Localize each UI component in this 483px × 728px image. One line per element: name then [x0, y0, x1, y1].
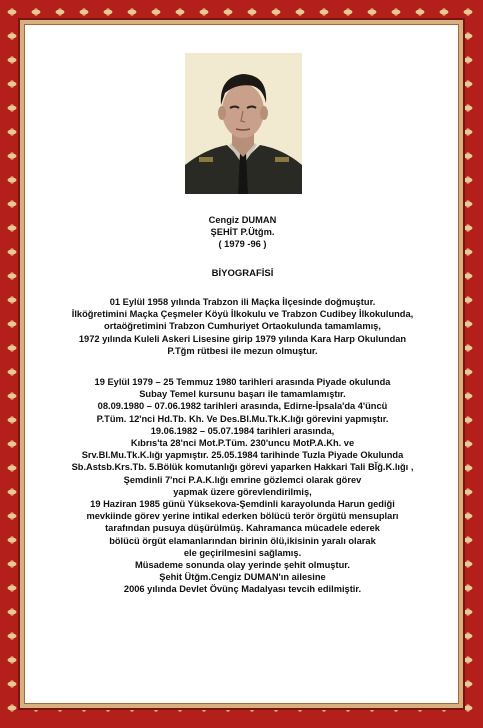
bio-line: Şemdinli 7'nci P.A.K.lığı emrine gözlemci olarak görev — [123, 474, 362, 485]
bio-line: 08.09.1980 – 07.06.1982 tarihleri arasında, Edirne-İpsala'da 4'üncü — [97, 401, 388, 412]
biography-title — [25, 268, 460, 280]
person-rank: ŞEHİT P.Ütğm. — [210, 227, 275, 238]
biography-paragraph-1 — [25, 296, 460, 357]
bio-line: tarafından pusuya düşürülmüş. Kahramanca mücadele ederek — [105, 523, 380, 534]
bio-line: 19 Eylül 1979 – 25 Temmuz 1980 tarihleri arasında Piyade okulunda — [94, 377, 391, 387]
bio-line: İlköğretimini Maçka Çeşmeler Köyü İlkokulu ve Trabzon Cudibey İlkokulunda, — [71, 309, 414, 320]
person-header — [25, 214, 460, 251]
bio-line: yapmak üzere görevlendirilmiş, — [173, 486, 312, 497]
bio-line: 19.06.1982 – 05.07.1984 tarihleri arasında, — [150, 425, 335, 436]
bio-line: mevkiinde görev yerine intikal ederken bölücü terör örgütü mensupları — [86, 511, 399, 522]
bio-line: Sb.Astsb.Krs.Tb. 5.Bölük komutanlığı görevi yaparken Hakkari Tali Bl̆ğ.K.lığı , — [71, 462, 414, 473]
bio-line: bölücü örgüt elamanlarından birinin ölü,ikisinin yaralı olarak — [109, 535, 376, 546]
bio-line: 19 Haziran 1985 günü Yüksekova-Şemdinli karayolunda Harun gediği — [90, 499, 395, 510]
biography-paragraph-2 — [25, 376, 460, 596]
bio-line: Subay Temel kursunu başarı ile tamamlamıştır. — [139, 389, 346, 400]
portrait-image — [185, 53, 302, 194]
bio-line: Kıbrıs'ta 28'nci Mot.P.Tüm. 230'uncu MotP.A.Kh. ve — [130, 438, 355, 449]
bio-line: 2006 yılında Devlet Övünç Madalyası tevcih edilmiştir. — [123, 584, 362, 595]
portrait-photo — [185, 53, 302, 194]
bio-line: Şehit Ütğm.Cengiz DUMAN'ın ailesine — [159, 572, 326, 583]
bio-line: Srv.Bl.Mu.Tk.K.lığı yapmıştır. 25.05.1984 tarihinde Tuzla Piyade Okulunda — [81, 450, 404, 461]
biography-heading: BİYOGRAFİSİ — [211, 268, 274, 279]
bio-line: ele geçirilmesini sağlamış. — [183, 547, 302, 558]
memorial-page — [24, 24, 459, 704]
bio-line: 01 Eylül 1958 yılında Trabzon ili Maçka İlçesinde doğmuştur. — [109, 297, 376, 307]
bio-line: P.Tüm. 12'nci Hd.Tb. Kh. Ve Des.Bl.Mu.Tk.K.lığı görevini yapmıştır. — [96, 413, 389, 424]
bio-line: ortaöğretimini Trabzon Cumhuriyet Ortaokulunda tamamlamış, — [104, 321, 381, 332]
bio-line: P.Tğm rütbesi ile mezun olmuştur. — [167, 345, 318, 356]
person-name: Cengiz DUMAN — [208, 215, 277, 225]
bio-line: Müsademe sonunda olay yerinde şehit olmuştur. — [135, 560, 350, 571]
person-years: ( 1979 -96 ) — [218, 239, 267, 250]
bio-line: 1972 yılında Kuleli Askeri Lisesine girip 1979 yılında Kara Harp Okulundan — [78, 333, 407, 344]
